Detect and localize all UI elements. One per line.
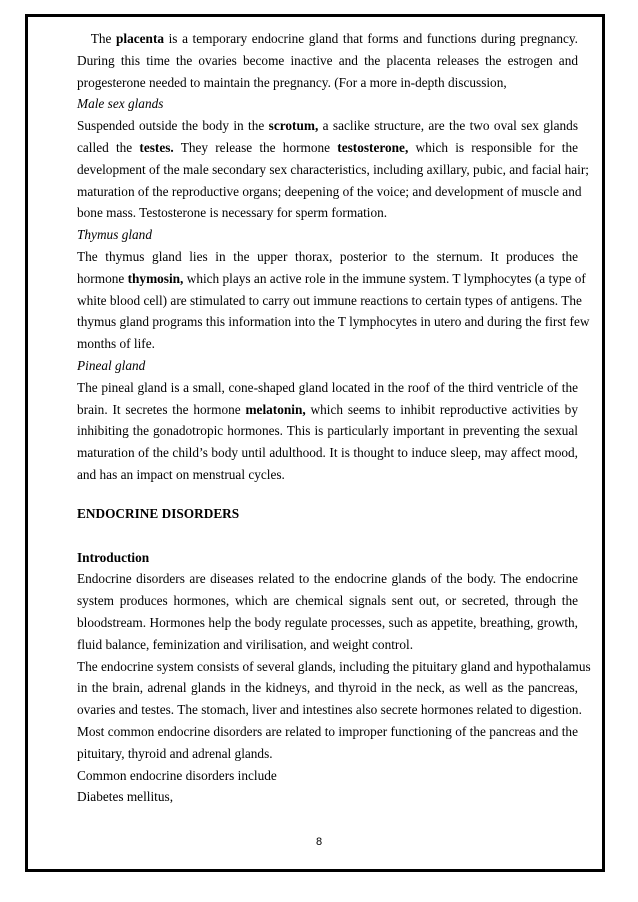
pineal-gland-paragraph: The pineal gland is a small, cone-shaped gland located in the roof of the third ventricle of the brain. It secretes the hormone melatonin, which seems to inhibit reproductive activities by inhibiting the gonadotropic hormones. This is particularly important in preventing the sexual maturation of the child’s body until adulthood. It is thought to induce sleep, may affect mood, and has an impact on menstrual cycles. (77, 379, 578, 482)
section-title: ENDOCRINE DISORDERS (77, 505, 240, 521)
placenta-paragraph: The placenta is a temporary endocrine gland that forms and functions during pregnancy. During this time the ovaries become inactive and the placenta releases the estrogen and progesterone needed to maintain the pregnancy. (For a more in-depth discussion, (77, 31, 579, 90)
endocrine-system-paragraph: The endocrine system consists of several glands, including the pituitary gland and hypothalamus in the brain, adrenal glands in the kidneys, and thyroid in the neck, as well as the pancreas, ovaries and testes. The stomach, liver and intestines also secrete hormones related to digestion. Most common endocrine disorders are related to improper functioning of the pancreas and the pituitary, thyroid and adrenal glands. (77, 658, 591, 761)
term-placenta: placenta (116, 31, 165, 46)
term-thymosin: thymosin, (127, 270, 184, 286)
document-body (77, 28, 591, 808)
common-disorders-line: Common endocrine disorders include (77, 767, 277, 783)
introduction-paragraph: Endocrine disorders are diseases related to the endocrine glands of the body. The endocrine system produces hormones, which are chemical signals sent out, or secreted, through the bloodstream. Hormones help the body regulate processes, such as appetite, breathing, growth, fluid balance, feminization and virilisation, and weight control. (77, 571, 578, 652)
thymus-gland-paragraph: The thymus gland lies in the upper thorax, posterior to the sternum. It produces the hormone thymosin, which plays an active role in the immune system. T lymphocytes (a type of white blood cell) are stimulated to carry out immune reactions to certain types of antigens. The thymus gland programs this information into the T lymphocytes in utero and during the first few months of life. (77, 248, 590, 352)
male-sex-glands-heading: Male sex glands (77, 96, 164, 112)
page-number: 8 (315, 836, 323, 848)
introduction-heading: Introduction (77, 549, 150, 565)
diabetes-line: Diabetes mellitus, (77, 789, 174, 805)
term-scrotum: scrotum, (268, 118, 319, 134)
thymus-gland-heading: Thymus gland (77, 227, 152, 243)
pineal-gland-heading: Pineal gland (77, 357, 146, 373)
male-sex-glands-paragraph: Suspended outside the body in the scrotum, a saclike structure, are the two oval sex glands called the testes. They release the hormone testosterone, which is responsible for the development of the male secondary sex characteristics, including axillary, pubic, and facial hair; maturation of the reproductive organs; deepening of the voice; and development of muscle and bone mass. Testosterone is necessary for sperm formation. (77, 118, 589, 221)
term-testosterone: testosterone, (337, 139, 409, 155)
term-melatonin: melatonin, (245, 401, 306, 417)
term-testes: testes. (139, 139, 174, 155)
